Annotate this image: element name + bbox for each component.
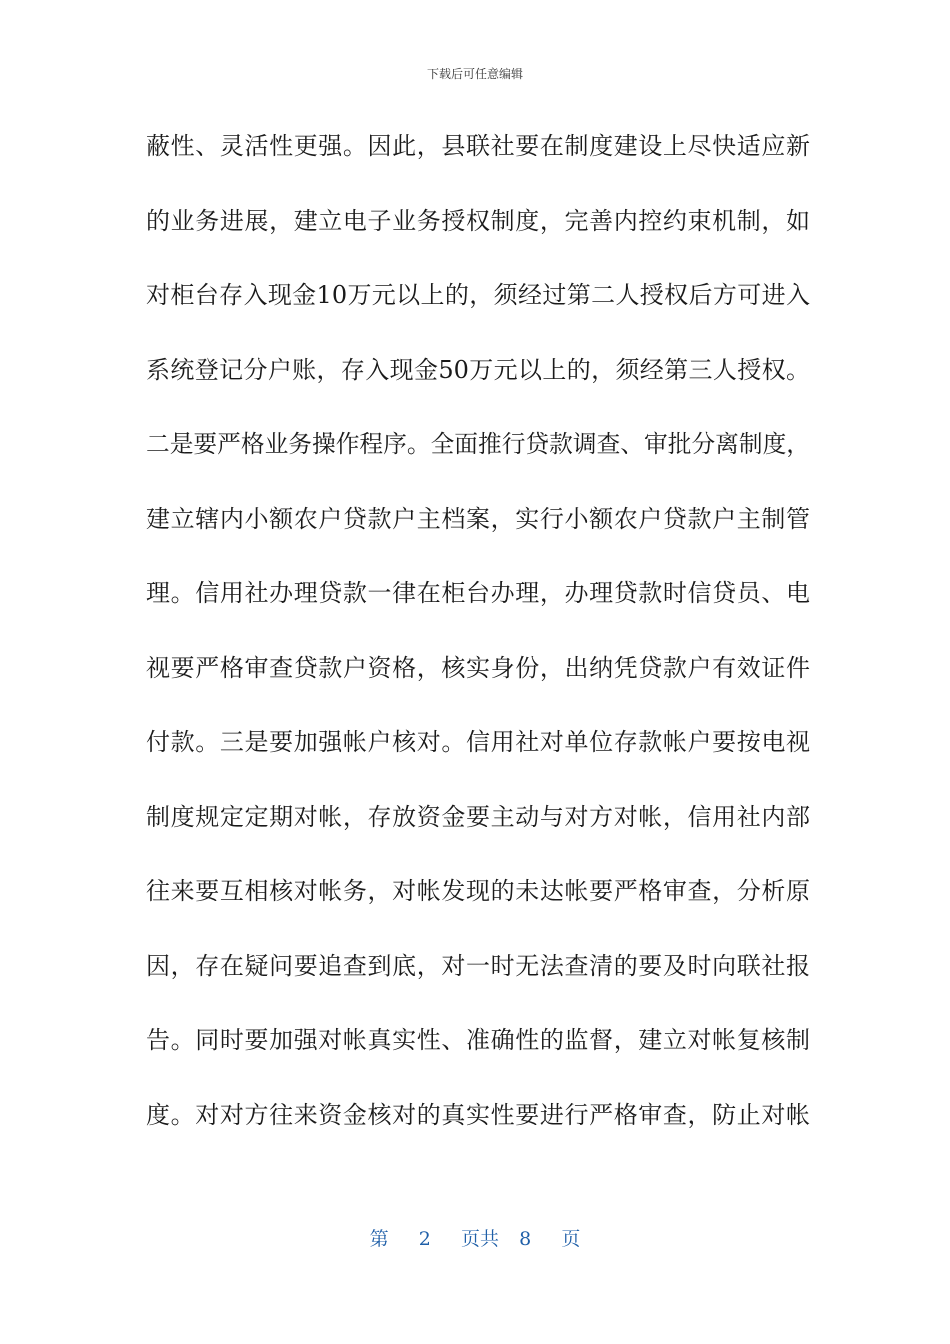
body-line: 二是要严格业务操作程序。全面推行贷款调查、审批分离制度， <box>146 430 810 458</box>
body-line: 告。同时要加强对帐真实性、准确性的监督，建立对帐复核制 <box>146 1026 810 1054</box>
page-mid: 页共 <box>461 1228 500 1250</box>
body-line: 视要严格审查贷款户资格，核实身份，出纳凭贷款户有效证件 <box>146 653 810 682</box>
page-current-number: 2 <box>418 1228 431 1250</box>
body-line: 度。对对方往来资金核对的真实性要进行严格审查，防止对帐 <box>146 1100 810 1129</box>
body-line: 付款。三是要加强帐户核对。信用社对单位存款帐户要按电视 <box>146 728 810 756</box>
body-line: 的业务进展，建立电子业务授权制度，完善内控约束机制，如 <box>146 206 810 235</box>
body-line: 因，存在疑问要追查到底，对一时无法查清的要及时向联社报 <box>146 951 810 980</box>
page-footer <box>0 1226 950 1252</box>
body-line: 制度规定定期对帐，存放资金要主动与对方对帐，信用社内部 <box>146 802 810 831</box>
body-line: 理。信用社办理贷款一律在柜台办理，办理贷款时信贷员、电 <box>146 579 810 607</box>
body-line: 对柜台存入现金10万元以上的，须经过第二人授权后方可进入 <box>146 281 810 309</box>
document-body <box>146 128 810 1171</box>
body-line: 建立辖内小额农户贷款户主档案，实行小额农户贷款户主制管 <box>146 504 810 533</box>
page-total-number: 8 <box>519 1228 532 1250</box>
body-line: 系统登记分户账，存入现金50万元以上的，须经第三人授权。 <box>146 355 810 384</box>
page-prefix: 第 <box>369 1228 389 1250</box>
page-suffix: 页 <box>561 1228 581 1250</box>
body-line: 往来要互相核对帐务，对帐发现的未达帐要严格审查，分析原 <box>146 877 810 905</box>
body-line: 蔽性、灵活性更强。因此，县联社要在制度建设上尽快适应新 <box>146 132 810 160</box>
page-header-note: 下载后可任意编辑 <box>426 67 523 81</box>
